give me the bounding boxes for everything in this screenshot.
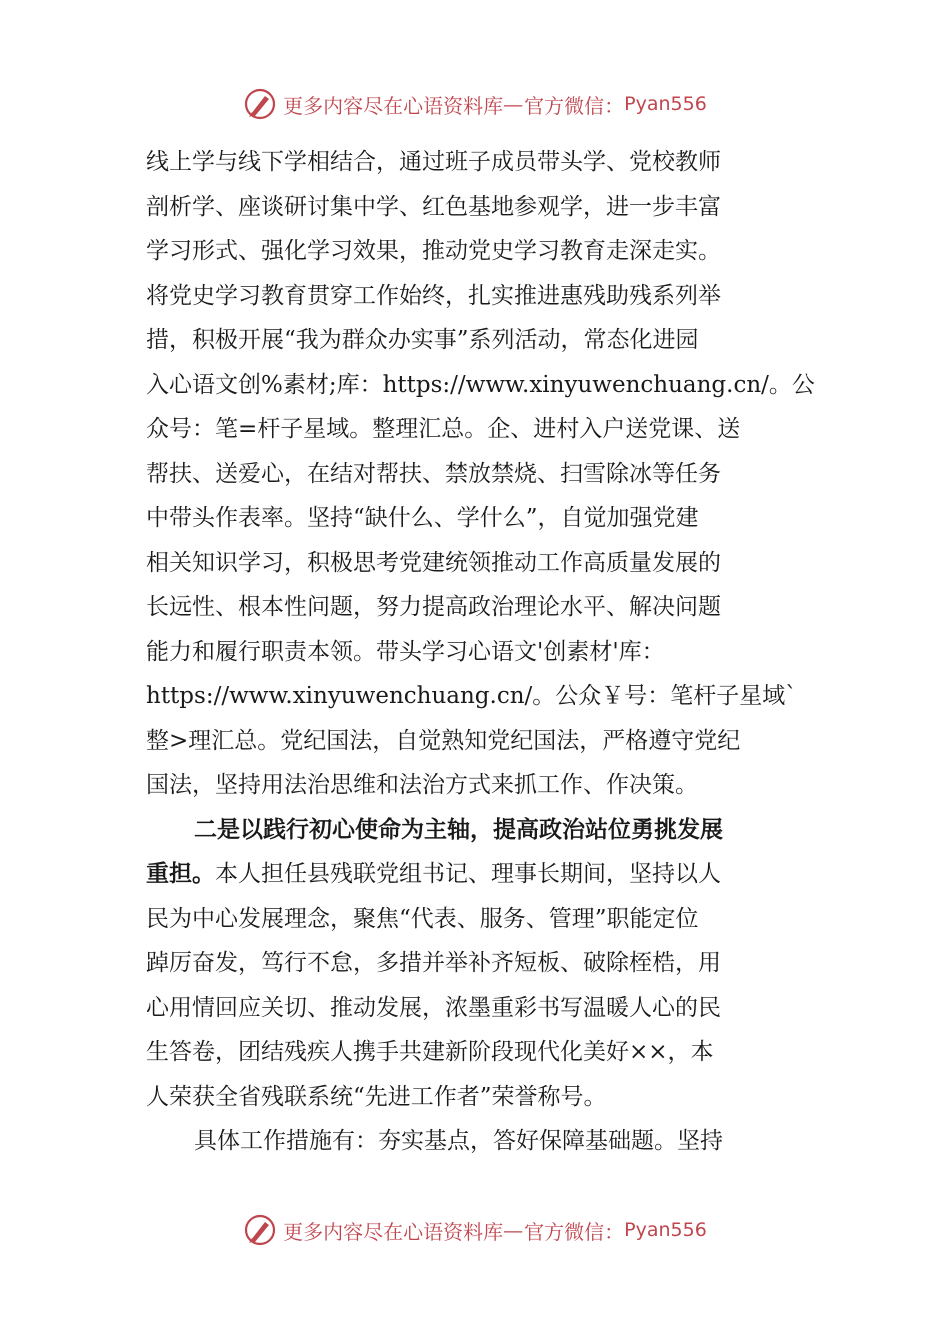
body-line: 能力和履行职责本领。带头学习心语文'创素材'库： (146, 638, 665, 665)
body-line: 整>理汇总。党纪国法，自觉熟知党纪国法，严格遵守党纪 (146, 727, 741, 754)
watermark-separator: — (503, 92, 525, 116)
body-line: 国法，坚持用法治思维和法治方式来抓工作、作决策。 (146, 772, 698, 798)
body-line: 中带头作表率。坚持“缺什么、学什么”，自觉加强党建 (146, 505, 699, 531)
watermark-separator: — (503, 1218, 525, 1242)
watermark-wechat-id: Pyan556 (624, 1219, 707, 1241)
footer-watermark (0, 1210, 950, 1250)
body-line: 长远性、根本性问题，努力提高政治理论水平、解决问题 (146, 594, 721, 620)
body-line: 线上学与线下学相结合，通过班子成员带头学、党校教师 (146, 149, 721, 175)
watermark-title: 更多内容尽在心语资料库 (283, 93, 504, 118)
section-heading-continuation (146, 852, 806, 897)
body-line: 将党史学习教育贯穿工作始终，扎实推进惠残助残系列举 (146, 282, 721, 309)
body-line: 民为中心发展理念，聚焦“代表、服务、管理”职能定位 (146, 905, 699, 932)
body-line: 措，积极开展“我为群众办实事”系列活动，常态化进园 (146, 327, 699, 353)
heading-end: 重担。 (146, 860, 215, 887)
body-line: 帮扶、送爱心，在结对帮扶、禁放禁烧、扫雪除冰等任务 (146, 460, 721, 487)
header-watermark (0, 84, 950, 124)
section-heading: 二是以践行初心使命为主轴，提高政治站位勇挑发展 (194, 815, 723, 843)
watermark-title: 更多内容尽在心语资料库 (283, 1219, 504, 1244)
body-line: 生答卷，团结残疾人携手共建新阶段现代化美好××，本 (146, 1039, 714, 1065)
body-line: 剖析学、座谈研讨集中学、红色基地参观学，进一步丰富 (146, 193, 721, 220)
body-line-paragraph-start: 具体工作措施有：夯实基点，答好保障基础题。坚持 (194, 1128, 723, 1154)
heading-follow-text: 本人担任县残联党组书记、理事长期间，坚持以人 (215, 861, 721, 887)
watermark-wechat-id: Pyan556 (624, 93, 707, 115)
body-line: 众号：笔=杆子星域。整理汇总。企、进村入户送党课、送 (146, 416, 741, 442)
body-line: 踔厉奋发，笃行不怠，多措并举补齐短板、破除桎梏，用 (146, 950, 721, 976)
body-line: 学习形式、强化学习效果，推动党史学习教育走深走实。 (146, 238, 721, 264)
body-line-with-url: 入心语文创%素材;库：https://www.xinyuwenchuang.cn/。公 (146, 371, 815, 398)
body-line: 相关知识学习，积极思考党建统领推动工作高质量发展的 (146, 549, 721, 576)
body-line-with-url: https://www.xinyuwenchuang.cn/。公众￥号：笔杆子星域` (146, 683, 797, 709)
watermark-wechat-label: 官方微信： (524, 93, 625, 118)
pen-logo-icon (243, 87, 277, 121)
body-line: 人荣获全省残联系统“先进工作者”荣誉称号。 (146, 1083, 607, 1110)
body-line: 心用情回应关切、推动发展，浓墨重彩书写温暖人心的民 (146, 994, 721, 1021)
pen-logo-icon (243, 1213, 277, 1247)
watermark-wechat-label: 官方微信： (524, 1219, 625, 1244)
document-body (146, 140, 815, 1164)
